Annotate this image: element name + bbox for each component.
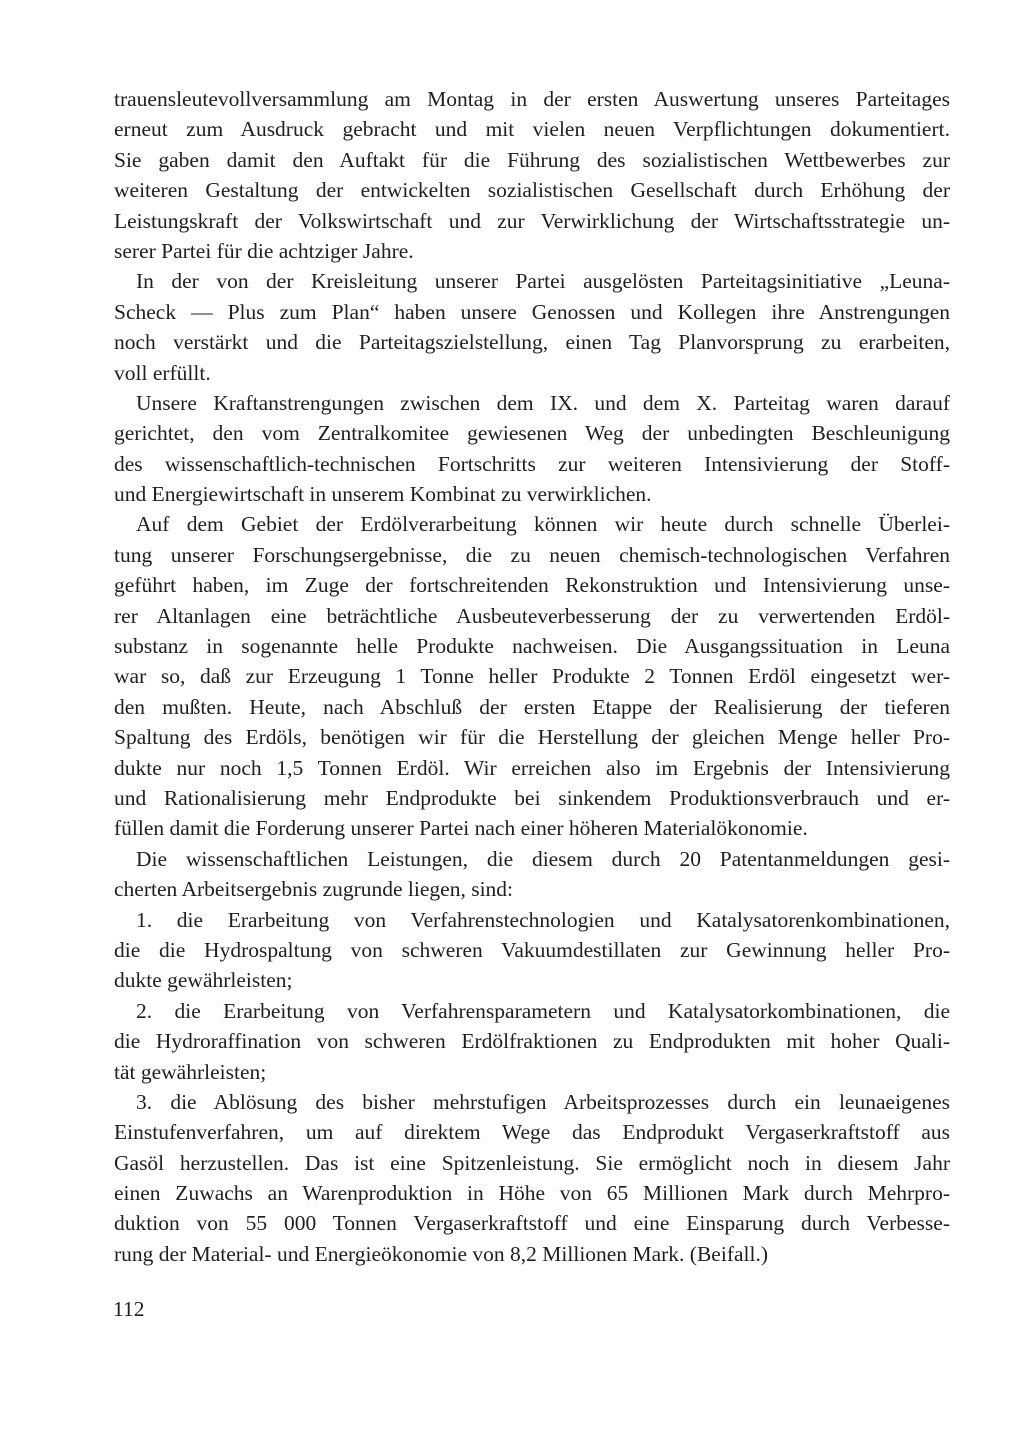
text-line: 1. die Erarbeitung von Verfahrenstechnologien und Katalysatorenkombinationen,	[136, 907, 950, 932]
text-line: rer Altanlagen eine beträchtliche Ausbeuteverbesserung der zu verwertenden Erdöl-	[114, 603, 950, 628]
text-line: trauensleutevollversammlung am Montag in der ersten Auswertung unseres Parteitages	[114, 87, 950, 111]
text-line: einen Zuwachs an Warenproduktion in Höhe von 65 Millionen Mark durch Mehrpro-	[114, 1181, 950, 1206]
text-line: und Energiewirtschaft in unserem Kombinat zu verwirklichen.	[114, 482, 652, 507]
text-line: geführt haben, im Zuge der fortschreitenden Rekonstruktion und Intensivierung unse-	[114, 573, 950, 598]
text-line: des wissenschaftlich-technischen Fortschritts zur weiteren Intensivierung der Stoff-	[114, 451, 950, 476]
text-line: Sie gaben damit den Auftakt für die Führung des sozialistischen Wettbewerbes zur	[114, 147, 950, 172]
text-line: voll erfüllt.	[114, 360, 211, 385]
text-line: die Hydroraffination von schweren Erdölfraktionen zu Endprodukten mit hoher Quali-	[114, 1029, 950, 1054]
text-line: dukte nur noch 1,5 Tonnen Erdöl. Wir erreichen also im Ergebnis der Intensivierung	[114, 755, 950, 780]
text-line: Leistungskraft der Volkswirtschaft und zur Verwirklichung der Wirtschaftsstrategie un-	[114, 208, 950, 233]
text-line: In der von der Kreisleitung unserer Partei ausgelösten Parteitagsinitiative „Leuna-	[136, 269, 950, 294]
text-line: gerichtet, den vom Zentralkomitee gewiesenen Weg der unbedingten Beschleunigung	[114, 421, 950, 446]
text-line: Die wissenschaftlichen Leistungen, die diesem durch 20 Patentanmeldungen gesi-	[136, 846, 950, 871]
text-line: tung unserer Forschungsergebnisse, die zu neuen chemisch-technologischen Verfahren	[114, 542, 950, 567]
text-line: noch verstärkt und die Parteitagszielstellung, einen Tag Planvorsprung zu erarbeiten,	[114, 330, 950, 355]
text-line: weiteren Gestaltung der entwickelten sozialistischen Gesellschaft durch Erhöhung der	[114, 178, 950, 203]
body-text	[114, 84, 950, 1269]
text-line: serer Partei für die achtziger Jahre.	[114, 238, 414, 263]
text-line: Spaltung des Erdöls, benötigen wir für die Herstellung der gleichen Menge heller Pro-	[114, 725, 950, 750]
text-line: rung der Material- und Energieökonomie von 8,2 Millionen Mark. (Beifall.)	[114, 1241, 768, 1266]
text-line: Scheck — Plus zum Plan“ haben unsere Genossen und Kollegen ihre Anstrengungen	[114, 299, 950, 324]
text-line: Gasöl herzustellen. Das ist eine Spitzenleistung. Sie ermöglicht noch in diesem Jahr	[114, 1150, 950, 1175]
text-line: 3. die Ablösung des bisher mehrstufigen Arbeitsprozesses durch ein leunaeigenes	[136, 1089, 950, 1114]
text-line: füllen damit die Forderung unserer Partei nach einer höheren Materialökonomie.	[114, 816, 808, 841]
text-line: substanz in sogenannte helle Produkte nachweisen. Die Ausgangssituation in Leuna	[114, 634, 950, 659]
text-line: duktion von 55 000 Tonnen Vergaserkraftstoff und eine Einsparung durch Verbesse-	[114, 1211, 950, 1236]
text-line: cherten Arbeitsergebnis zugrunde liegen, sind:	[114, 877, 514, 902]
text-line: dukte gewährleisten;	[114, 968, 293, 993]
text-line: und Rationalisierung mehr Endprodukte bei sinkendem Produktionsverbrauch und er-	[114, 785, 950, 810]
text-line: Einstufenverfahren, um auf direktem Wege das Endprodukt Vergaserkraftstoff aus	[114, 1120, 950, 1145]
text-line: den mußten. Heute, nach Abschluß der ersten Etappe der Realisierung der tieferen	[114, 694, 950, 719]
text-line: Unsere Kraftanstrengungen zwischen dem IX. und dem X. Parteitag waren darauf	[136, 390, 950, 415]
text-line: war so, daß zur Erzeugung 1 Tonne heller Produkte 2 Tonnen Erdöl eingesetzt wer-	[114, 664, 950, 689]
text-line: tät gewährleisten;	[114, 1059, 267, 1084]
text-line: erneut zum Ausdruck gebracht und mit vielen neuen Verpflichtungen dokumentiert.	[114, 117, 950, 142]
text-line: Auf dem Gebiet der Erdölverarbeitung können wir heute durch schnelle Überlei-	[136, 512, 950, 537]
page-number: 112	[113, 1297, 145, 1321]
text-line: 2. die Erarbeitung von Verfahrensparametern und Katalysatorkombinationen, die	[136, 998, 950, 1023]
text-line: die die Hydrospaltung von schweren Vakuumdestillaten zur Gewinnung heller Pro-	[114, 937, 950, 962]
